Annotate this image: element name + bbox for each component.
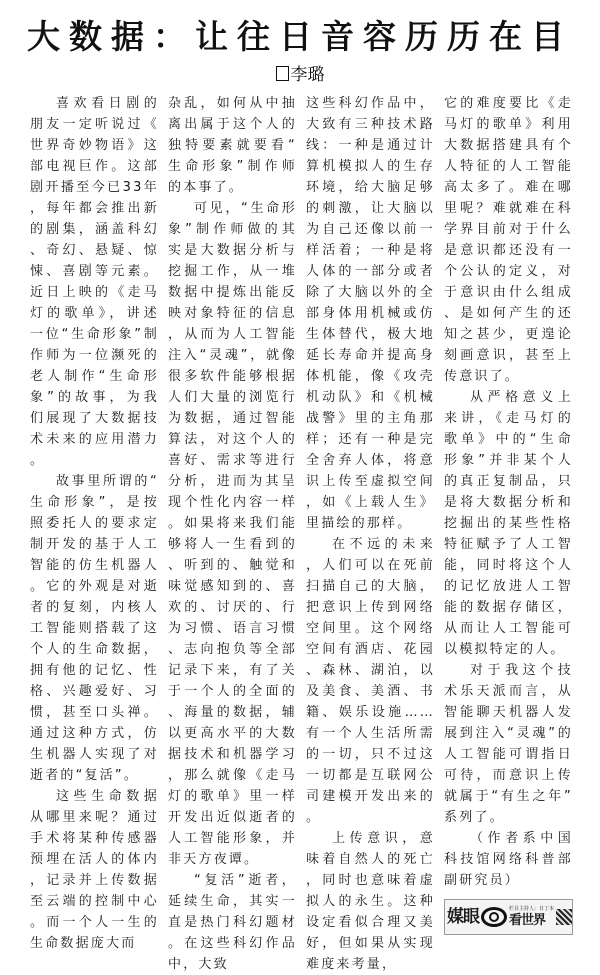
paragraph: 这些生命数据从哪里来呢？通过手术将某种传感器预埋在活人的体内，记录并上传数据至云端的控制中心。而一个人一生的生命数据庞大而	[30, 789, 159, 951]
paragraph: 故事里所谓的“生命形象”，是按照委托人的要求定制开发的基于人工智能的仿生机器人。它的外观是对逝者的复刻，内核人工智能则搭载了这个人的生命数据，拥有他的记忆、性格、兴趣爱好、习惯，甚至口头禅。通过这种方式，仿生机器人实现了对逝者的“复活”。	[30, 474, 159, 783]
article-title: 大数据：让往日音容历历在目	[27, 17, 573, 56]
paragraph: 可见，“生命形象”制作师做的其实是大数据分析与挖掘工作，从一堆数据中提炼出能反映对象特征的信息，从而为人工智能注入“灵魂”，就像很多软件能够根据人们大量的浏览行为数据，通过智能算法，对这个人的喜好、需求等进行分析，进而为其呈现个性化内容一样。如果将来我们能够将人一生看到的、听到的、触觉和味觉感知到的、喜欢的、讨厌的、行为习惯、语言习惯、志向抱负等全部记录下来，有了关于一个人的全面的、海量的数据，辅以更高水平的大数据技术和机器学习，那么就像《走马灯的歌单》里一样开发出近似逝者的人工智能形象，并非天方夜谭。	[168, 201, 297, 867]
paragraph: 在不远的未来，人们可以在死前扫描自己的大脑，把意识上传到网络空间里。这个网络空间有酒店、花园、森林、湖泊，以及美食、美酒、书籍、娱乐设施……有一个人生活所需的一切，只不过这一切都是互联网公司建模开发出来的。	[306, 537, 435, 825]
author-name: 李璐	[290, 65, 325, 85]
author-note: （作者系中国科技馆网络科普部副研究员）	[444, 831, 573, 888]
qr-code-icon	[556, 909, 572, 925]
byline	[0, 64, 600, 86]
column-4	[444, 93, 573, 935]
column-1	[30, 93, 159, 954]
logo-left-text: 媒眼	[447, 907, 479, 927]
column-2	[168, 93, 297, 975]
paragraph: 上传意识，意味着自然人的死亡，同时也意味着虚拟人的永生。这种设定看似合理又美好，但如果从实现难度来考量，	[306, 831, 435, 972]
column-logo	[444, 899, 573, 935]
paragraph: 喜欢看日剧的朋友一定听说过《世界奇妙物语》这部电视巨作。这部剧开播至今已33年，每年都会推出新的剧集，涵盖科幻、奇幻、悬疑、惊悚、喜剧等元素。近日上映的《走马灯的歌单》，讲述一位“生命形象”制作师为一位濒死的老人制作“生命形象”的故事，为我们展现了大数据技术未来的应用潜力。	[30, 96, 159, 468]
paragraph: 它的难度要比《走马灯的歌单》利用大数据搭建具有个人特征的人工智能高太多了。难在哪里呢？难就难在科学界目前对于什么是意识都还没有一个公认的定义，对于意识由什么组成、是如何产生的还知之甚少，更遑论刻画意识，甚至上传意识了。	[444, 96, 573, 384]
logo-tagline: 栏目主持人：日丁本	[509, 905, 555, 912]
box-icon	[276, 66, 289, 81]
eye-icon	[481, 907, 507, 927]
article-body	[30, 93, 575, 975]
paragraph: 这些科幻作品中，大致有三种技术路线：一种是通过计算机模拟人的生存环境，给大脑足够的刺激，让大脑以为自己还像以前一样活着；一种是将人体的一部分或者除了大脑以外的全部身体用机械或仿生体替代，极大地延长寿命并提高身体机能，像《攻壳机动队》和《机械战警》里的主角那样；还有一种是完全舍弃人体，将意识上传至虚拟空间，如《上载人生》里描绘的那样。	[306, 96, 435, 531]
paragraph: 对于我这个技术乐天派而言，从智能聊天机器人发展到注入“灵魂”的人工智能可谓指日可待，而意识上传就属于“有生之年”系列了。	[444, 663, 573, 825]
paragraph: “复活”逝者，延续生命，其实一直是热门科幻题材。在这些科幻作品中，大致	[168, 873, 297, 972]
paragraph: 从严格意义上来讲，《走马灯的歌单》中的“生命形象”并非某个人的真正复制品，只是将大数据分析和挖掘出的某些性格特征赋予了人工智能，同时将这个人的记忆放进人工智能的数据存储区，从而让人工智能可以模拟特定的人。	[444, 390, 573, 657]
paragraph: 杂乱，如何从中抽离出属于这个人的独特要素就要看“生命形象”制作师的本事了。	[168, 96, 297, 195]
logo-right-text: 看世界	[509, 912, 546, 928]
column-3	[306, 93, 435, 975]
